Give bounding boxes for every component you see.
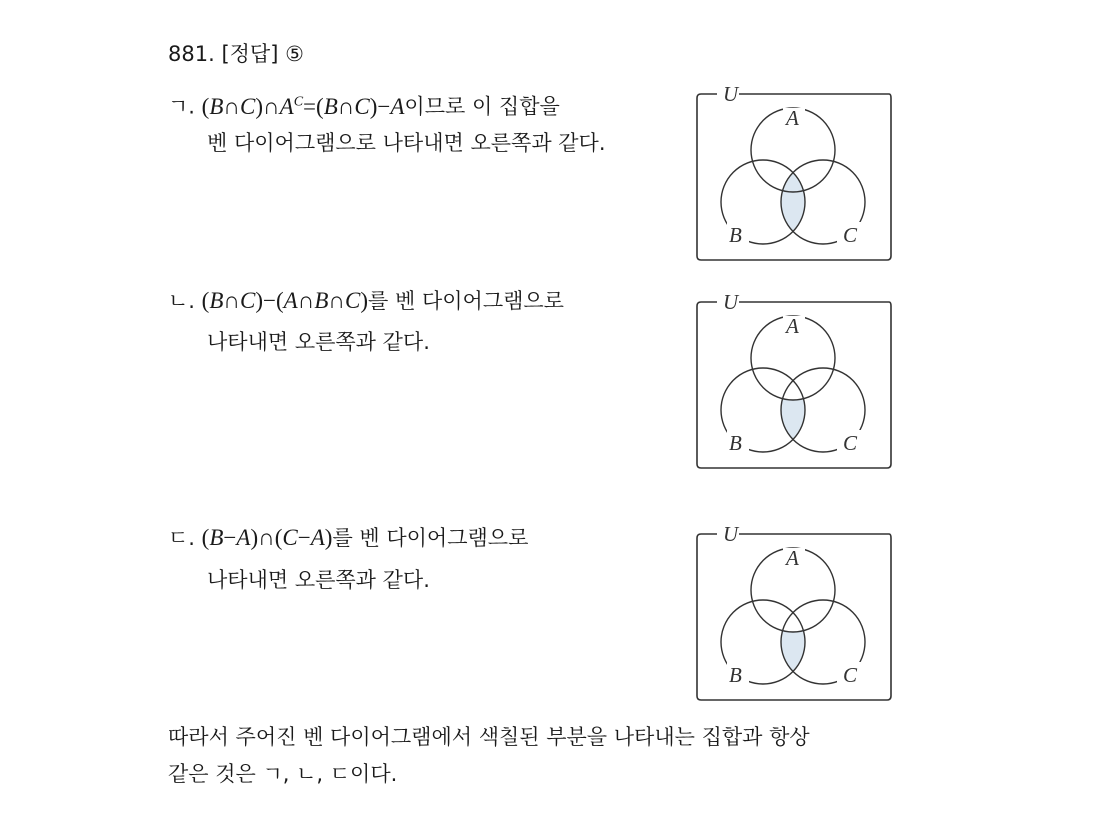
item-3-line-2: 나타내면 오른쪽과 같다. [207,568,430,592]
item-3-text: 를 벤 다이어그램으로 [332,526,529,550]
problem-header [168,40,304,68]
problem-number: 881. [168,42,215,66]
venn-diagram-3 [693,522,895,704]
answer-value: ⑤ [285,42,304,66]
universe-label: U [723,82,739,106]
item-1-text: 이므로 이 집합을 [404,94,560,119]
item-1-line-1 [168,88,560,121]
item-2-line-2: 나타내면 오른쪽과 같다. [207,330,430,354]
label-a: A [786,546,799,570]
conclusion-line-2: 같은 것은 ㄱ, ㄴ, ㄷ이다. [168,762,398,786]
item-2-text: 를 벤 다이어그램으로 [368,289,564,313]
label-b: B [729,663,742,687]
venn-diagram-2 [693,290,895,472]
label-c: C [843,223,858,247]
conclusion-line-1: 따라서 주어진 벤 다이어그램에서 색칠된 부분을 나타내는 집합과 항상 [168,725,810,749]
venn-diagram-1 [693,82,895,264]
label-c: C [843,663,858,687]
item-1-line-2: 벤 다이어그램으로 나타내면 오른쪽과 같다. [207,131,606,155]
item-2-line-1 [168,287,564,315]
label-b: B [729,431,742,455]
label-b: B [729,223,742,247]
universe-label: U [723,290,739,314]
label-a: A [786,314,799,338]
item-1-expression: $(B\cap C)\cap A^C=(B\cap C)-A$ [201,93,405,119]
label-c: C [843,431,858,455]
item-3-line-1 [168,524,528,552]
item-3-marker: ㄷ. [168,526,195,550]
label-a: A [786,106,799,130]
item-2-marker: ㄴ. [168,289,195,313]
universe-label: U [723,522,739,546]
answer-label: [정답] [221,42,279,66]
item-2-expression: (B∩C)−(A∩B∩C) [201,288,369,313]
item-1-marker: ㄱ. [168,94,195,119]
item-3-expression: (B−A)∩(C−A) [201,525,333,550]
